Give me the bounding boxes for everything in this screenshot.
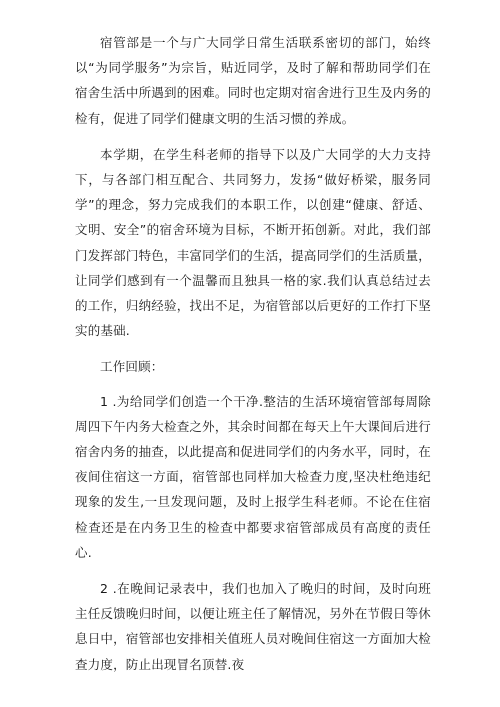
paragraph-item-1: 1 .为给同学们创造一个干净.整洁的生活环境宿管部每周除周四下午内务大检查之外，其余时间都在每天上午大课间后进行宿舍内务的抽查，以此提高和促进同学们的内务水平，同时，在夜间住宿这一方面，宿管部也同样加大检查力度,坚决杜绝违纪现象的发生,一旦发现问题，及时上报学生科老师。不论在住宿检查还是在内务卫生的检查中都要求宿管部成员有高度的责任心.: [75, 393, 431, 560]
section-heading-review: 工作回顾：: [100, 359, 164, 375]
document-body: [75, 30, 431, 688]
paragraph-semester: 本学期，在学生科老师的指导下以及广大同学的大力支持下，与各部门相互配合、共同努力，发扬“做好桥梁，服务同学”的理念，努力完成我们的本职工作，以创建“健康、舒适、文明、安全”的宿舍环境为目标，不断开拓创新。对此，我们部门发挥部门特色，丰富同学们的生活，提高同学们的生活质量，让同学们感到有一个温馨而且独具一格的家.我们认真总结过去的工作，归纳经验，找出不足，为宿管部以后更好的工作打下坚实的基础.: [75, 146, 431, 339]
paragraph-item-2: 2 .在晚间记录表中，我们也加入了晚归的时间，及时向班主任反馈晚归时间，以便让班主任了解情况，另外在节假日等休息日中，宿管部也安排相关值班人员对晚间住宿这一方面加大检查力度，防止出现冒名顶替.夜: [75, 581, 431, 672]
paragraph-intro: 宿管部是一个与广大同学日常生活联系密切的部门，始终以“为同学服务”为宗旨，贴近同学，及时了解和帮助同学们在宿舍生活中所遇到的困难。同时也定期对宿舍进行卫生及内务的检有，促进了同学们健康文明的生活习惯的养成。: [75, 35, 431, 126]
